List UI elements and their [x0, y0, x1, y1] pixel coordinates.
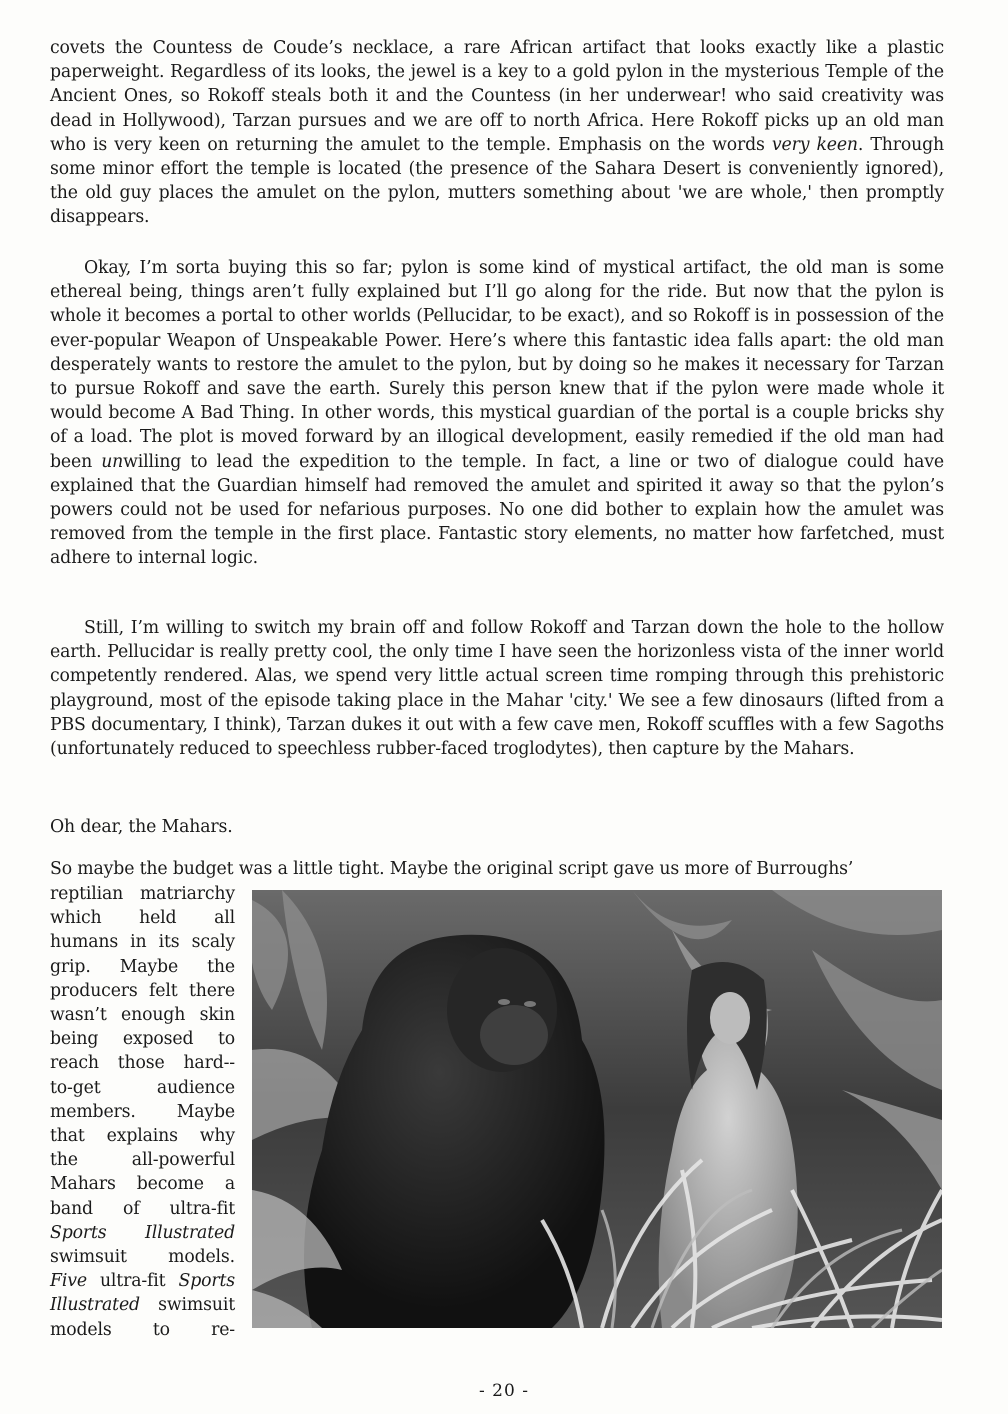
side-line: reach those hard--: [50, 1053, 235, 1074]
side-line: humans in its scaly: [50, 932, 235, 953]
side-line-mixed: Illustrated swimsuit: [50, 1295, 235, 1316]
photo-illustration: [252, 890, 942, 1328]
side-line: to-get audience: [50, 1077, 235, 1098]
paragraph-5-lead: So maybe the budget was a little tight. Maybe the original script gave us more of Burroughs’: [50, 859, 854, 879]
side-line: swimsuit models.: [50, 1247, 235, 1268]
side-line: grip. Maybe the: [50, 956, 235, 977]
side-line: reptilian matriarchy: [50, 884, 235, 904]
side-line: members. Maybe: [50, 1101, 235, 1122]
paragraph-4: Oh dear, the Mahars.: [50, 817, 233, 837]
side-line-last: models to re-: [50, 1319, 235, 1340]
side-line: producers felt there: [50, 980, 235, 1001]
side-line: being exposed to: [50, 1029, 235, 1050]
side-line: that explains why: [50, 1126, 235, 1147]
side-line-italic: Sports Illustrated: [50, 1222, 235, 1243]
side-line-mixed: Five ultra-fit Sports: [50, 1271, 235, 1292]
page-number: - 20 -: [479, 1381, 529, 1401]
paragraph-3: Still, I’m willing to switch my brain off and follow Rokoff and Tarzan down the hole to the hollow earth. Pellucidar is really pretty cool, the only time I have seen the horizonless vista of the inner world competently rendered. Alas, we spend very little actual screen time romping through this prehistoric playground, most of the episode taking place in the Mahar 'city.' We see a few dinosaurs (lifted from a PBS documentary, I think), Tarzan dukes it out with a few cave men, Rokoff scuffles with a few Sagoths (unfortunately reduced to speechless rubber-faced troglodytes), then capture by the Mahars.: [50, 618, 944, 760]
side-line: the all-powerful: [50, 1150, 235, 1171]
side-line: band of ultra-fit: [50, 1198, 235, 1219]
wrapped-text-column: [50, 882, 235, 1342]
side-line: wasn’t enough skin: [50, 1005, 235, 1026]
side-line: Mahars become a: [50, 1174, 235, 1195]
side-line: which held all: [50, 908, 235, 929]
paragraph-1: covets the Countess de Coude’s necklace, a rare African artifact that looks exactly like a plastic paperweight. Regardless of its looks, the jewel is a key to a gold pylon in the mysterious Temple of the Ancient Ones, so Rokoff steals both it and the Countess (in her underwear! who said creativity was dead in Hollywood), Tarzan pursues and we are off to north Africa. Here Rokoff picks up an old man who is very keen on returning the amulet to the temple. Emphasis on the words very keen. Through some minor effort the temple is located (the presence of the Sahara Desert is conveniently ignored), the old guy places the amulet on the pylon, mutters something about 'we are whole,' then promptly disappears.: [50, 38, 944, 228]
paragraph-2: Okay, I’m sorta buying this so far; pylon is some kind of mystical artifact, the old man is some ethereal being, things aren’t fully explained but I’ll go along for the ride. But now that the pylon is whole it becomes a portal to other worlds (Pellucidar, to be exact), and so Rokoff is in possession of the ever-popular Weapon of Unspeakable Power. Here’s where this fantastic idea falls apart: the old man desperately wants to restore the amulet to the pylon, but by doing so he makes it necessary for Tarzan to pursue Rokoff and save the earth. Surely this person knew that if the pylon were made whole it would become A Bad Thing. In other words, this mystical guardian of the portal is a couple bricks shy of a load. The plot is moved forward by an illogical development, easily remedied if the old man had been unwilling to lead the expedition to the temple. In fact, a line or two of dialogue could have explained that the Guardian himself had removed the amulet and spirited it away so that the pylon’s powers could not be used for nefarious purposes. No one did bother to explain how the amulet was removed from the temple in the first place. Fantastic story elements, no matter how farfetched, must adhere to internal logic.: [50, 258, 945, 569]
gorilla-tarzan-photo: [252, 890, 942, 1328]
